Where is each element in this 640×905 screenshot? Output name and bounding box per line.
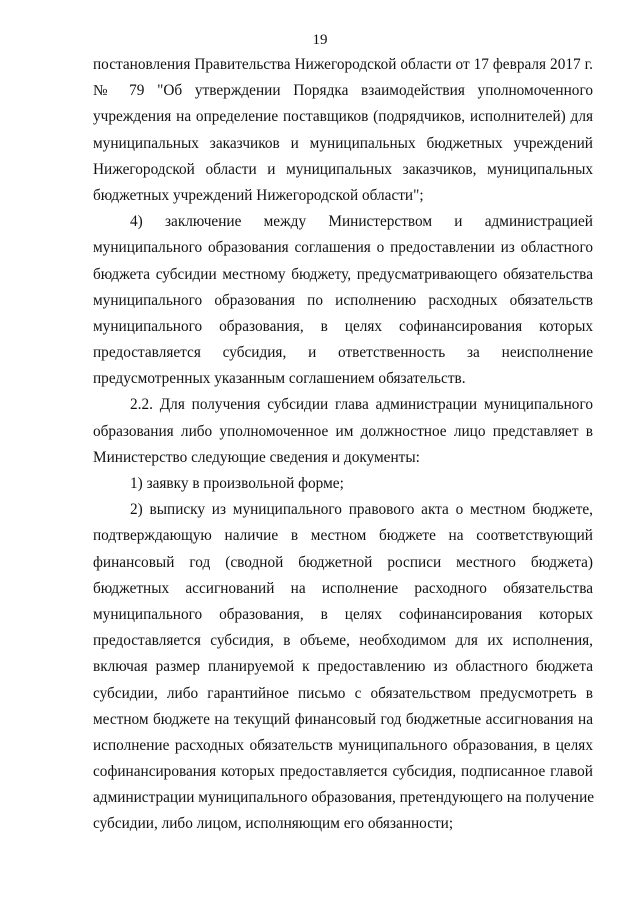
document-body [93, 52, 593, 838]
paragraph-item-2 [93, 497, 593, 837]
paragraph-section-2-2 [93, 392, 593, 471]
text-line: субсидии, либо гарантийное письмо с обязательством предусмотреть в [93, 684, 593, 702]
page-number: 19 [312, 32, 328, 48]
text-line: подтверждающую наличие в местном бюджете на соответствующий [93, 527, 593, 545]
text-line: № 79 "Об утверждении Порядка взаимодействия уполномоченного [93, 82, 593, 100]
paragraph-item-1 [93, 471, 593, 497]
text-line: постановления Правительства Нижегородской области от 17 февраля 2017 г. [93, 56, 593, 73]
paragraph-resolution-reference [93, 52, 593, 209]
text-line: бюджетных ассигнований на исполнение расходного обязательства [93, 579, 593, 597]
text-line: администрации муниципального образования, претендующего на получение [93, 789, 595, 807]
text-line: предусмотренных указанным соглашением обязательств. [93, 370, 466, 388]
text-line: учреждения на определение поставщиков (подрядчиков, исполнителей) для [93, 108, 593, 126]
text-line: 4) заключение между Министерством и администрацией [130, 213, 593, 231]
text-line: муниципального образования, в целях софинансирования которых [93, 605, 593, 623]
text-line: муниципального образования, в целях софинансирования которых [93, 317, 593, 335]
text-line: предоставляется субсидия, и ответственность за неисполнение [93, 344, 593, 362]
text-line: 2.2. Для получения субсидии глава администрации муниципального [130, 396, 593, 414]
paragraph-item-4 [93, 209, 593, 392]
text-line: исполнение расходных обязательств муниципального образования, в целях [93, 736, 593, 754]
text-line: Министерство следующие сведения и документы: [93, 448, 420, 466]
text-line: муниципального образования соглашения о предоставлении из областного [93, 239, 593, 257]
text-line: 2) выписку из муниципального правового акта о местном бюджете, [130, 501, 593, 519]
text-line: бюджетных учреждений Нижегородской области"; [93, 186, 424, 204]
text-line: муниципальных заказчиков и муниципальных бюджетных учреждений [93, 134, 593, 152]
text-line: образования либо уполномоченное им должностное лицо представляет в [93, 422, 593, 440]
text-line: местном бюджете на текущий финансовый год бюджетные ассигнования на [93, 710, 593, 728]
text-line: субсидии, либо лицом, исполняющим его обязанности; [93, 815, 454, 833]
text-line: 1) заявку в произвольной форме; [130, 475, 344, 492]
text-line: предоставляется субсидия, в объеме, необходимом для их исполнения, [93, 632, 593, 650]
text-line: бюджета субсидии местному бюджету, предусматривающего обязательства [93, 265, 593, 283]
text-line: Нижегородской области и муниципальных заказчиков, муниципальных [93, 160, 593, 178]
text-line: муниципального образования по исполнению расходных обязательств [93, 291, 593, 309]
text-line: включая размер планируемой к предоставлению из областного бюджета [93, 658, 593, 676]
text-line: софинансирования которых предоставляется субсидия, подписанное главой [93, 763, 593, 781]
text-line: финансовый год (сводной бюджетной росписи местного бюджета) [93, 553, 593, 571]
